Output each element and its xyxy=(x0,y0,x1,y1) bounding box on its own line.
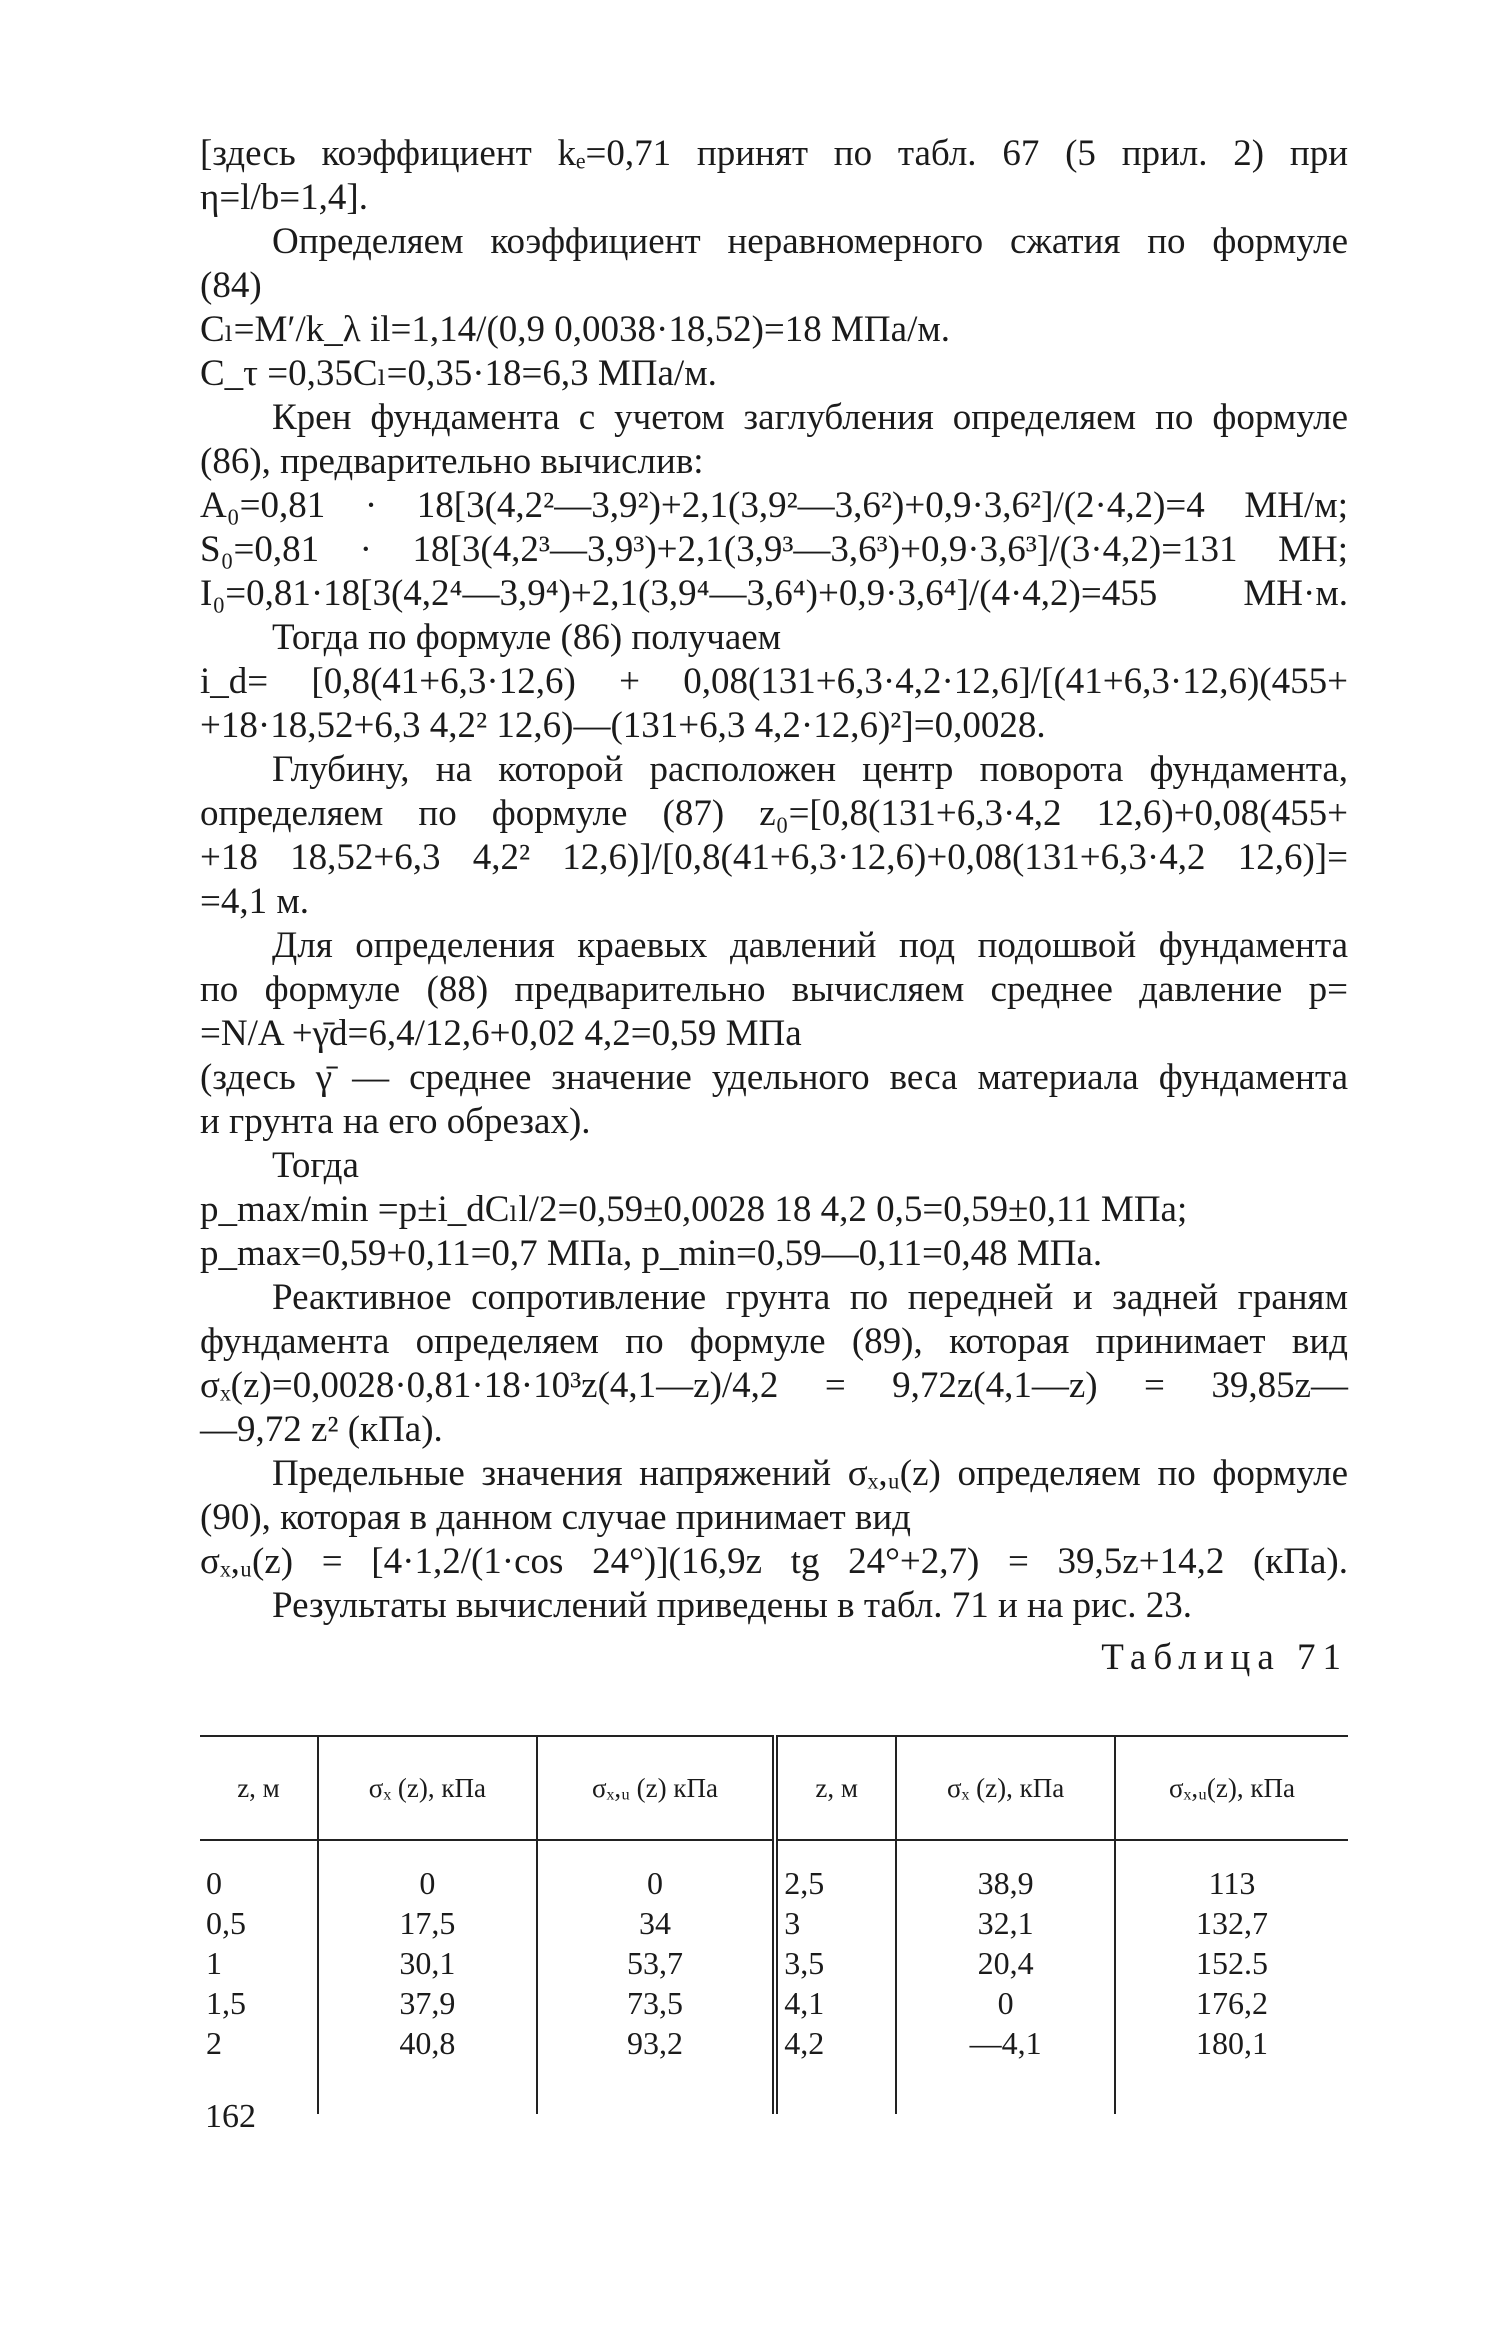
text-line: C_τ =0,35Cₗ=0,35·18=6,3 МПа/м. xyxy=(200,353,717,394)
table-cell: 2 xyxy=(206,2025,222,2061)
table-cell: 30,1 xyxy=(399,1945,456,1981)
text-line: S₀=0,81 · 18[3(4,2³—3,9³)+2,1(3,9³—3,6³)+0,9·3,6³]/(3·4,2)=131 МН; xyxy=(200,529,1348,570)
table-cell: 180,1 xyxy=(1195,2025,1268,2061)
text-line: =4,1 м. xyxy=(200,881,310,922)
table-cell: 20,4 xyxy=(977,1945,1034,1981)
text-line: p_max=0,59+0,11=0,7 МПа, p_min=0,59—0,11=0,48 МПа. xyxy=(200,1233,1103,1274)
table-cell: 0,5 xyxy=(206,1905,246,1941)
table-cell: 0 xyxy=(997,1985,1014,2021)
text-line: (84) xyxy=(200,265,262,306)
text-line: и грунта на его обрезах). xyxy=(200,1101,591,1142)
table-cell: 17,5 xyxy=(399,1905,456,1941)
text-line: η=l/b=1,4]. xyxy=(200,177,368,218)
text-line: σₓ,ᵤ(z) = [4·1,2/(1·cos 24°)](16,9z tg 24°+2,7) = 39,5z+14,2 (кПа). xyxy=(200,1541,1348,1582)
column-sigma-x-1 xyxy=(318,1840,537,2114)
text-line: [здесь коэффициент kₑ=0,71 принят по табл. 67 (5 прил. 2) при xyxy=(200,133,1348,174)
table-cell: 40,8 xyxy=(399,2025,456,2061)
text-line: p_max/min =p±i_dCₗl/2=0,59±0,0028 18 4,2 0,5=0,59±0,11 МПа; xyxy=(200,1189,1188,1230)
text-line: σₓ(z)=0,0028·0,81·18·10³z(4,1—z)/4,2 = 9,72z(4,1—z) = 39,85z— xyxy=(200,1365,1348,1406)
table-cell: 34 xyxy=(638,1905,671,1941)
text-line: Предельные значения напряжений σₓ,ᵤ(z) определяем по формуле xyxy=(272,1453,1348,1494)
table-cell: 152.5 xyxy=(1195,1945,1268,1981)
table-cell: 0 xyxy=(206,1865,222,1901)
text-line: Cₗ=M′/k_λ il=1,14/(0,9 0,0038·18,52)=18 МПа/м. xyxy=(200,309,951,350)
text-line: —9,72 z² (кПа). xyxy=(200,1409,443,1450)
table-cell: 32,1 xyxy=(977,1905,1034,1941)
text-line: A₀=0,81 · 18[3(4,2²—3,9²)+2,1(3,9²—3,6²)+0,9·3,6²]/(2·4,2)=4 МН/м; xyxy=(200,485,1348,526)
header-sigma-xu-1: σₓ,ᵤ (z) кПа xyxy=(537,1736,775,1840)
table-cell: 132,7 xyxy=(1195,1905,1268,1941)
table-cell: 93,2 xyxy=(626,2025,683,2061)
table-cell: 0 xyxy=(419,1865,436,1901)
table-cell: 4,1 xyxy=(784,1985,825,2021)
header-sigma-xu-2: σₓ,ᵤ(z), кПа xyxy=(1115,1736,1348,1840)
text-line: определяем по формуле (87) z₀=[0,8(131+6,3·4,2 12,6)+0,08(455+ xyxy=(200,793,1348,834)
table-cell: 113 xyxy=(1208,1865,1256,1901)
text-line: (здесь γ̄ — среднее значение удельного веса материала фундамента xyxy=(200,1057,1348,1098)
text-line: Для определения краевых давлений под подошвой фундамента xyxy=(272,925,1348,966)
header-z-2: z, м xyxy=(775,1736,896,1840)
table-cell: 1 xyxy=(206,1945,222,1981)
table-cell: 2,5 xyxy=(784,1865,825,1901)
table-cell: 1,5 xyxy=(206,1985,246,2021)
text-line: (86), предварительно вычислив: xyxy=(200,441,704,482)
column-sigma-xu-2 xyxy=(1115,1840,1348,2114)
column-sigma-x-2 xyxy=(896,1840,1115,2114)
text-line: Определяем коэффициент неравномерного сжатия по формуле xyxy=(272,221,1348,262)
text-line: I₀=0,81·18[3(4,2⁴—3,9⁴)+2,1(3,9⁴—3,6⁴)+0,9·3,6⁴]/(4·4,2)=455 МН·м. xyxy=(200,573,1348,614)
table-cell: 37,9 xyxy=(399,1985,456,2021)
column-z-1 xyxy=(200,1840,318,2114)
text-line: i_d= [0,8(41+6,3·12,6) + 0,08(131+6,3·4,2·12,6]/[(41+6,3·12,6)(455+ xyxy=(200,661,1348,702)
text-line: =N/A +γ̄d=6,4/12,6+0,02 4,2=0,59 МПа xyxy=(200,1013,802,1054)
text-line: Реактивное сопротивление грунта по передней и задней граням xyxy=(272,1277,1348,1318)
table-header-row xyxy=(200,1736,1348,1840)
table-71 xyxy=(200,1735,1348,2114)
text-line: Тогда по формуле (86) получаем xyxy=(272,617,782,658)
text-line: по формуле (88) предварительно вычисляем среднее давление p= xyxy=(200,969,1348,1010)
table-cell: 4,2 xyxy=(784,2025,825,2061)
header-sigma-x-2: σₓ (z), кПа xyxy=(896,1736,1115,1840)
header-sigma-x-1: σₓ (z), кПа xyxy=(318,1736,537,1840)
page-number: 162 xyxy=(205,2098,256,2135)
text-line: Результаты вычислений приведены в табл. 71 и на рис. 23. xyxy=(272,1585,1192,1626)
column-sigma-xu-1 xyxy=(537,1840,775,2114)
table-cell: —4,1 xyxy=(969,2025,1042,2061)
text-line: +18·18,52+6,3 4,2² 12,6)—(131+6,3 4,2·12,6)²]=0,0028. xyxy=(200,705,1046,746)
text-line: Тогда xyxy=(272,1145,359,1186)
table-title: Таблица 71 xyxy=(1101,1637,1348,1678)
table-cell: 176,2 xyxy=(1195,1985,1268,2021)
text-line: Крен фундамента с учетом заглубления определяем по формуле xyxy=(272,397,1348,438)
table-cell: 73,5 xyxy=(626,1985,683,2021)
table-cell: 3,5 xyxy=(784,1945,825,1981)
table-cell: 38,9 xyxy=(977,1865,1034,1901)
text-line: Глубину, на которой расположен центр поворота фундамента, xyxy=(272,749,1348,790)
table-row xyxy=(200,1840,1348,2114)
header-z-1: z, м xyxy=(200,1736,318,1840)
table-cell: 3 xyxy=(784,1905,801,1941)
table-cell: 53,7 xyxy=(626,1945,683,1981)
text-line: (90), которая в данном случае принимает вид xyxy=(200,1497,911,1538)
text-line: фундамента определяем по формуле (89), которая принимает вид xyxy=(200,1321,1348,1362)
text-line: +18 18,52+6,3 4,2² 12,6)]/[0,8(41+6,3·12,6)+0,08(131+6,3·4,2 12,6)]= xyxy=(200,837,1348,878)
page-body xyxy=(200,132,1348,1679)
column-z-2 xyxy=(775,1840,896,2114)
table-cell: 0 xyxy=(646,1865,663,1901)
